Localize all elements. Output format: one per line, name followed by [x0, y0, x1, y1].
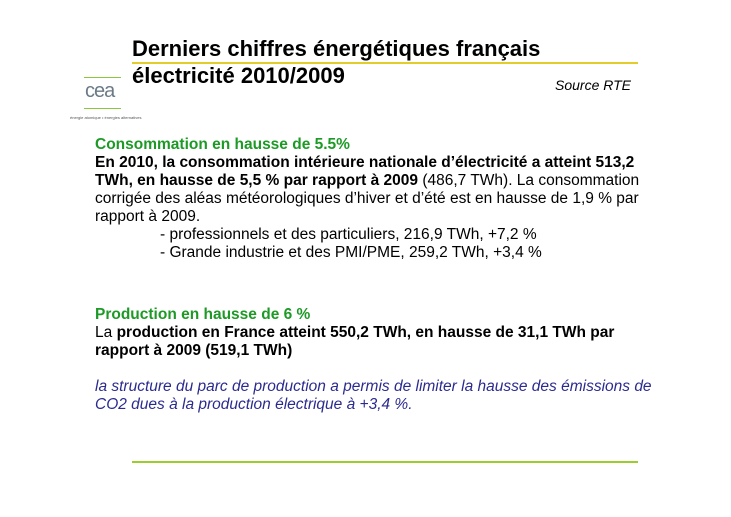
production-prefix: La [95, 324, 117, 341]
consumption-section [95, 136, 655, 262]
consumption-paragraph [95, 154, 655, 226]
page-title-line-1: Derniers chiffres énergétiques français [132, 36, 541, 61]
logo-rule-bottom [84, 108, 121, 109]
logo-tagline: énergie atomique • énergies alternatives [70, 115, 142, 120]
consumption-heading: Consommation en hausse de 5.5% [95, 136, 350, 153]
consumption-bold-intro: En 2010, la consommation intérieure nationale d’électricité a atteint 513,2 TWh, en hausse de 5,5 % par rapport à 2009 [95, 154, 635, 189]
page-title-line-2: électricité 2010/2009 [132, 63, 345, 88]
production-paragraph [95, 324, 655, 360]
footer-divider [132, 461, 638, 463]
consumption-item-2: - Grande industrie et des PMI/PME, 259,2 TWh, +3,4 % [160, 244, 542, 261]
production-section [95, 306, 655, 414]
consumption-rest: (486,7 TWh). La consommation corrigée des aléas météorologiques d’hiver et d’été est en hausse de 1,9 % par rapport à 2009. [95, 172, 640, 225]
production-heading: Production en hausse de 6 % [95, 306, 311, 323]
consumption-item-1: - professionnels et des particuliers, 216,9 TWh, +7,2 % [160, 226, 537, 243]
production-bold-text: production en France atteint 550,2 TWh, en hausse de 31,1 TWh par rapport à 2009 (519,1 TWh) [95, 324, 615, 359]
source-label: Source RTE [555, 77, 631, 93]
logo-rule-top [84, 77, 121, 78]
cea-logo: cea [85, 80, 115, 102]
production-note: la structure du parc de production a permis de limiter la hausse des émissions de CO2 dues à la production électrique à +3,4 %. [95, 378, 652, 413]
